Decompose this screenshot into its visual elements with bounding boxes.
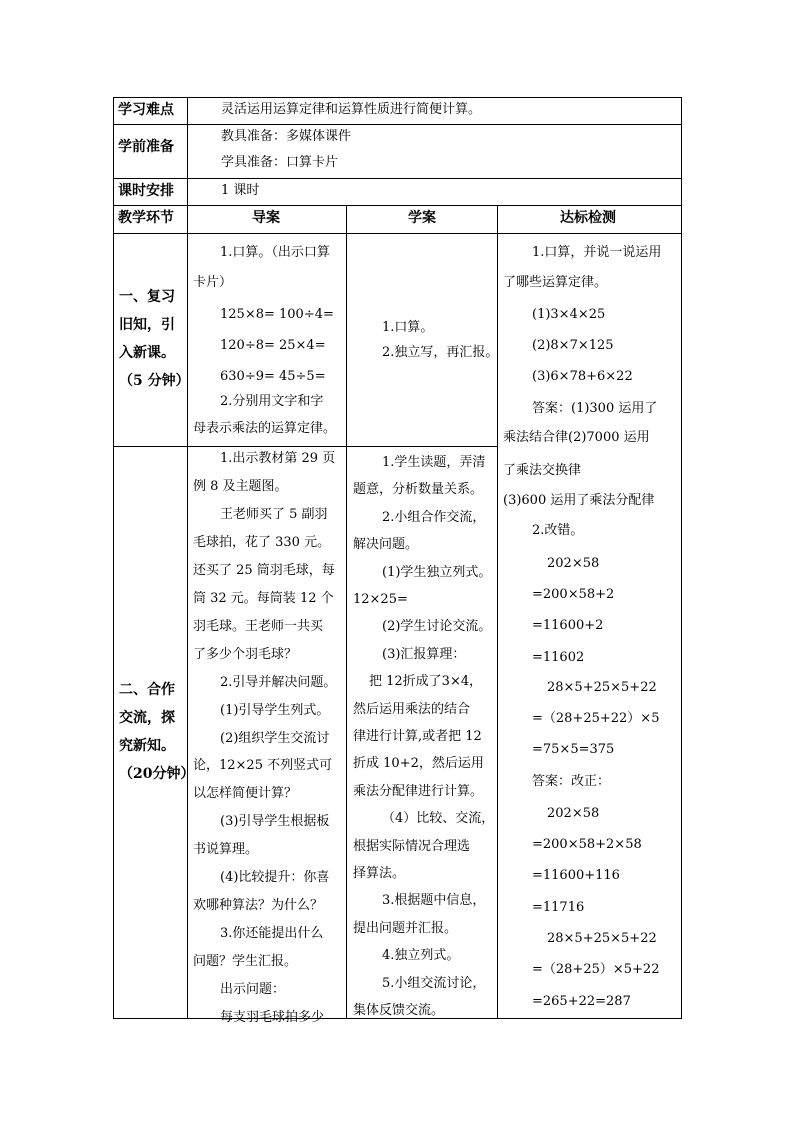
text-line: =11600+116: [532, 868, 620, 883]
preparation-student: 学具准备：口算卡片: [221, 155, 339, 170]
text-line: (2)学生讨论交流。: [382, 619, 492, 635]
text-line: =200×58+2: [532, 587, 615, 602]
text-line: (1)3×4×25: [532, 307, 606, 322]
text-line: (1)引导学生列式。: [220, 702, 330, 718]
text-line: 2.分别用文字和字: [220, 394, 324, 409]
text-line: =11600+2: [532, 618, 604, 633]
text-line: 12×25=: [353, 592, 408, 607]
text-line: 2.小组合作交流，: [382, 509, 486, 525]
text-line: 欢哪种算法？为什么？: [193, 898, 324, 914]
text-line: 书说算理。: [193, 842, 259, 858]
text-line: (3)汇报算理：: [382, 646, 466, 662]
row-divider: [113, 178, 682, 179]
text-line: =75×5=375: [532, 742, 615, 757]
text-line: 例 8 及主题图。: [193, 478, 288, 494]
text-line: 202×58: [547, 806, 600, 821]
text-line: 折成 10+2，然后运用: [353, 756, 484, 772]
text-line: 择算法。: [353, 866, 406, 881]
text-line: (3)600 运用了乘法分配律: [503, 493, 655, 508]
text-line: =200×58+2×58: [532, 837, 642, 852]
text-line: 1.口算，并说一说运用: [532, 245, 662, 260]
text-line: =（28+25）×5+22: [532, 962, 660, 977]
row-divider: [113, 233, 682, 234]
text-line: 论，12×25 不列竖式可: [193, 758, 333, 774]
text-line: 律进行计算,或者把 12: [353, 729, 482, 744]
text-line: 1.出示教材第 29 页: [220, 451, 336, 466]
section-line: 交流，探: [119, 710, 175, 726]
text-line: 筒 32 元。每筒装 12 个: [193, 590, 334, 606]
text-line: =11716: [532, 900, 585, 915]
text-line: 还买了 25 筒羽毛球，每: [193, 562, 335, 578]
text-line: 乘法结合律(2)7000 运用: [503, 430, 650, 445]
text-line: 5.小组交流讨论，: [382, 975, 486, 991]
text-line: 集体反馈交流。: [353, 1003, 445, 1018]
text-line: 每支羽毛球拍多少: [220, 1010, 325, 1025]
section-line: （5 分钟）: [119, 373, 190, 389]
text-line: 题意，分析数量关系。: [353, 482, 484, 498]
text-line: 了哪些运算定律。: [503, 275, 608, 290]
text-line: 解决问题。: [353, 537, 419, 553]
text-line: 3.根据题中信息，: [382, 893, 486, 909]
column-divider: [497, 205, 498, 1019]
text-line: 母表示乘法的运算定律。: [193, 421, 337, 436]
text-line: 2.改错。: [532, 523, 584, 538]
text-line: 毛球拍，花了 330 元。: [193, 534, 331, 550]
text-line: =11602: [532, 650, 585, 665]
row-label-difficulty: 学习难点: [118, 102, 174, 118]
text-line: 3.你还能提出什么: [220, 926, 324, 942]
text-line: 出示问题：: [220, 982, 286, 998]
row-divider: [113, 205, 682, 206]
schedule-text: 1 课时: [221, 183, 260, 198]
text-line: 羽毛球。王老师一共买: [193, 618, 324, 634]
row-divider: [113, 446, 498, 447]
column-header-guide: 导案: [252, 210, 280, 226]
column-divider: [187, 97, 188, 1019]
section-line: 入新课。: [119, 345, 175, 361]
text-line: 2.引导并解决问题。: [220, 674, 337, 690]
column-header-study: 学案: [408, 210, 436, 226]
text-line: =（28+25+22）×5: [532, 711, 660, 726]
difficulty-text: 灵活运用运算定律和运算性质进行简便计算。: [221, 102, 482, 117]
text-line: 1.口算。: [382, 320, 434, 335]
text-line: (2)组织学生交流讨: [220, 730, 330, 746]
section-line: 二、合作: [119, 682, 175, 698]
text-line: 202×58: [547, 556, 600, 571]
text-line: 卡片）: [193, 275, 233, 290]
text-line: 提出问题并汇报。: [353, 920, 458, 936]
text-line: 4.独立列式。: [382, 948, 460, 964]
text-line: 答案：改正：: [532, 774, 611, 789]
text-line: 了乘法交换律: [503, 463, 582, 478]
text-line: (2)8×7×125: [532, 338, 614, 353]
section-line: 究新知。: [119, 738, 175, 754]
section-line: （20分钟）: [119, 766, 195, 782]
text-line: 然后运用乘法的结合: [353, 701, 471, 717]
text-line: 乘法分配律进行计算。: [353, 783, 484, 799]
preparation-teacher: 教具准备：多媒体课件: [221, 129, 352, 144]
text-line: 了多少个羽毛球？: [193, 646, 298, 662]
text-line: 问题？学生汇报。: [193, 954, 298, 970]
section-line: 旧知，引: [119, 317, 175, 333]
text-line: (1)学生独立列式。: [382, 564, 492, 580]
text-line: 根据实际情况合理选: [353, 838, 471, 854]
text-line: 1.学生读题，弄清: [382, 455, 486, 470]
text-line: 125×8= 100÷4=: [220, 307, 334, 322]
text-line: 答案：(1)300 运用了: [532, 401, 658, 416]
text-line: 王老师买了 5 副羽: [220, 506, 328, 522]
column-header-assessment: 达标检测: [560, 210, 616, 226]
text-line: 以怎样简便计算？: [193, 786, 298, 802]
text-line: (3)6×78+6×22: [532, 369, 633, 384]
text-line: (4)比较提升：你喜: [220, 870, 330, 886]
text-line: 把 12折成了3×4，: [369, 674, 483, 690]
text-line: (3)引导学生根据板: [220, 814, 330, 830]
row-label-preparation: 学前准备: [118, 139, 174, 155]
text-line: 2.独立写，再汇报。: [382, 345, 499, 360]
text-line: （4）比较、交流，: [382, 811, 495, 827]
text-line: 28×5+25×5+22: [547, 931, 657, 946]
row-label-schedule: 课时安排: [118, 183, 174, 199]
text-line: 28×5+25×5+22: [547, 680, 657, 695]
text-line: 1.口算。（出示口算: [220, 245, 330, 260]
text-line: 120÷8= 25×4=: [220, 338, 326, 353]
column-header-stage: 教学环节: [118, 210, 174, 226]
row-divider: [113, 124, 682, 125]
text-line: =265+22=287: [532, 994, 631, 1009]
column-divider: [346, 205, 347, 1019]
text-line: 630÷9= 45÷5=: [220, 369, 326, 384]
section-line: 一、复习: [119, 289, 175, 305]
